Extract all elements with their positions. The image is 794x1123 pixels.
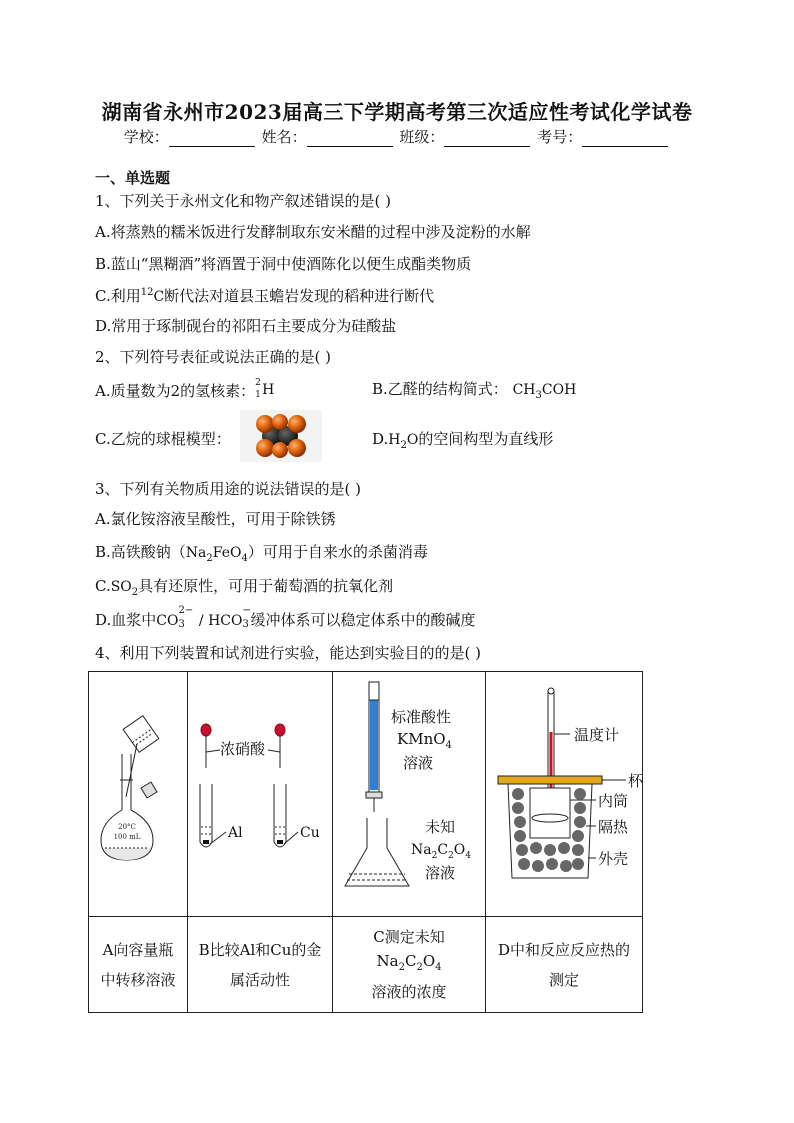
f-sub: 3 (178, 619, 185, 630)
aluminum-label: Al (228, 825, 243, 841)
inner-cup-label: 内筒 (598, 792, 629, 810)
caption-b-line2: 属活动性 (229, 970, 290, 989)
q3-c-text: 具有还原性，可用于葡萄酒的抗氧化剂 (138, 577, 394, 595)
carbonate-formula (156, 605, 251, 630)
q3-d-text: 缓冲体系可以稳定体系中的酸碱度 (250, 611, 476, 629)
insulation-label: 隔热 (598, 818, 629, 836)
mass-number: 2 (255, 378, 261, 388)
titrant-formula (397, 730, 452, 751)
number-blank[interactable] (582, 132, 668, 147)
analyte-formula (411, 842, 471, 861)
calorimeter-diagram (486, 672, 642, 912)
q1-c-text: 断代法对道县玉蟾岩发现的稻种进行断代 (164, 287, 435, 305)
f-sub: 3 (242, 619, 249, 630)
caption-b[interactable] (188, 917, 333, 1013)
name-blank[interactable] (307, 132, 393, 147)
outer-shell-label: 外壳 (598, 850, 629, 868)
ethane-model-icon (240, 410, 322, 462)
f-sub: 4 (465, 851, 472, 861)
f-part: HCO (208, 613, 243, 629)
q2-a-text: A.质量数为2的氢核素： (95, 382, 256, 400)
f-sup: 2− (178, 605, 194, 616)
q1-c-symbol: C (153, 289, 165, 305)
q3-d-prefix: D.血浆中 (95, 611, 157, 629)
f-sub: 2 (206, 552, 213, 564)
caption-c-line3: 溶液的浓度 (371, 983, 447, 1001)
figure-c-cell (333, 672, 486, 917)
f-sub: 2 (431, 851, 438, 861)
caption-a-line2: 中转移溶液 (100, 970, 176, 989)
ethane-ball-stick-model (240, 410, 322, 462)
q3-c-prefix: C. (95, 577, 111, 595)
flask-volume-label: 100 mL (113, 833, 141, 841)
hydrogen-nuclide (255, 378, 275, 400)
caption-a[interactable] (89, 917, 188, 1013)
q2-option-d[interactable] (372, 428, 553, 451)
school-blank[interactable] (169, 132, 255, 147)
q2-option-a[interactable] (95, 380, 273, 401)
f-part: CO (156, 613, 179, 629)
caption-b-line1: B比较Al和Cu的金 (198, 940, 322, 959)
q2-option-b[interactable] (372, 378, 576, 401)
f-part: Na (376, 952, 399, 970)
f-sup: − (242, 605, 251, 616)
q1-c-isotope: 12 (140, 287, 154, 298)
f-part: Na (411, 842, 432, 858)
thermometer-label: 温度计 (574, 726, 620, 744)
f-sub: 2 (398, 962, 405, 973)
f-sub: 2 (448, 851, 454, 861)
titrant-label-3: 溶液 (403, 754, 434, 772)
figure-d-cell (486, 672, 643, 917)
atomic-number: 1 (255, 390, 261, 400)
f-sub: 4 (241, 552, 248, 564)
titration-diagram (333, 672, 485, 912)
caption-c-formula (333, 949, 485, 980)
figure-a-cell (89, 672, 188, 917)
analyte-label-1: 未知 (425, 818, 456, 836)
f-part: CH (512, 382, 536, 398)
figure-b-cell (188, 672, 333, 917)
copper-label: Cu (300, 825, 320, 841)
element-symbol: H (262, 382, 275, 398)
f-part: O (453, 842, 466, 858)
f-sub: 2 (416, 962, 423, 973)
q2-option-c[interactable]: C.乙烷的球棍模型： (95, 430, 231, 448)
acetaldehyde-formula (512, 382, 577, 401)
q3-option-d[interactable] (95, 605, 476, 630)
caption-d[interactable] (486, 917, 643, 1013)
class-blank[interactable] (444, 132, 530, 147)
sodium-ferrate-formula (185, 545, 248, 564)
f-part: COH (541, 382, 577, 398)
class-label: 班级： (399, 128, 445, 146)
caption-a-line1: A向容量瓶 (102, 940, 174, 959)
caption-c[interactable] (333, 917, 486, 1013)
f-sub: 2 (400, 439, 407, 451)
f-part: FeO (212, 545, 242, 561)
q1-option-a[interactable]: A.将蒸熟的糯米饭进行发酵制取东安米醋的过程中涉及淀粉的水解 (95, 223, 531, 241)
q3-b-prefix: B.高铁酸钠（ (95, 543, 186, 561)
f-sub: 2 (131, 586, 139, 598)
q3-option-a[interactable]: A.氯化铵溶液呈酸性，可用于除铁锈 (95, 510, 336, 528)
q1-option-d[interactable]: D.常用于琢制砚台的祁阳石主要成分为硅酸盐 (95, 317, 397, 335)
section-heading: 一、单选题 (95, 169, 171, 187)
f-sub: 4 (445, 740, 452, 751)
f-part: C (437, 842, 449, 858)
q1-c-prefix: C.利用 (95, 287, 141, 305)
q3-b-text: ）可用于自来水的杀菌消毒 (247, 543, 428, 561)
caption-d-line2: 测定 (548, 970, 579, 989)
test-tubes-diagram (188, 672, 332, 912)
analyte-label-3: 溶液 (425, 864, 456, 882)
volumetric-flask-diagram (89, 672, 187, 912)
number-label: 考号： (537, 128, 583, 146)
f-part: Na (185, 545, 207, 561)
f-part: SO (110, 579, 132, 595)
f-part: KMnO (397, 730, 446, 748)
f-sub: 4 (435, 962, 442, 973)
f-part: O (406, 432, 419, 448)
caption-d-line1: D中和反应反应热的 (497, 940, 631, 959)
q1-stem: 1、下列关于永州文化和物产叙述错误的是( ) (95, 192, 392, 210)
f-sub: 3 (535, 389, 542, 401)
f-slash: / (194, 613, 209, 629)
q2-stem: 2、下列符号表征或说法正确的是( ) (95, 348, 332, 366)
q3-stem: 3、下列有关物质用途的说法错误的是( ) (95, 480, 362, 498)
q2-b-text: B.乙醛的结构简式： (372, 380, 508, 398)
q3-option-c[interactable] (95, 575, 393, 598)
figure-row (89, 672, 643, 917)
student-info-row (0, 126, 794, 147)
q1-option-b[interactable]: B.蓝山“黑糊酒”将酒置于洞中使酒陈化以便生成酯类物质 (95, 255, 472, 273)
titrant-label-1: 标准酸性 (391, 708, 452, 726)
caption-c-line1: C测定未知 (373, 928, 445, 946)
flask-temp-label: 20°C (118, 823, 136, 831)
q1-option-c[interactable] (95, 285, 434, 306)
school-label: 学校： (123, 128, 169, 146)
caption-row (89, 917, 643, 1013)
exam-title: 湖南省永州市2023届高三下学期高考第三次适应性考试化学试卷 (101, 100, 693, 124)
q2-d-text: 的空间构型为直线形 (418, 430, 554, 448)
q2-d-prefix: D. (372, 430, 389, 448)
name-label: 姓名： (261, 128, 307, 146)
f-part: O (422, 952, 436, 970)
lid-label: 杯 (628, 772, 642, 790)
water-formula (388, 432, 419, 451)
q4-stem: 4、利用下列装置和试剂进行实验，能达到实验目的的是( ) (95, 644, 482, 662)
f-part: H (388, 432, 401, 448)
q3-option-b[interactable] (95, 541, 428, 564)
f-part: C (404, 952, 417, 970)
conc-nitric-acid-label: 浓硝酸 (220, 740, 266, 758)
experiment-table (88, 671, 643, 1013)
so2-formula (110, 579, 139, 598)
